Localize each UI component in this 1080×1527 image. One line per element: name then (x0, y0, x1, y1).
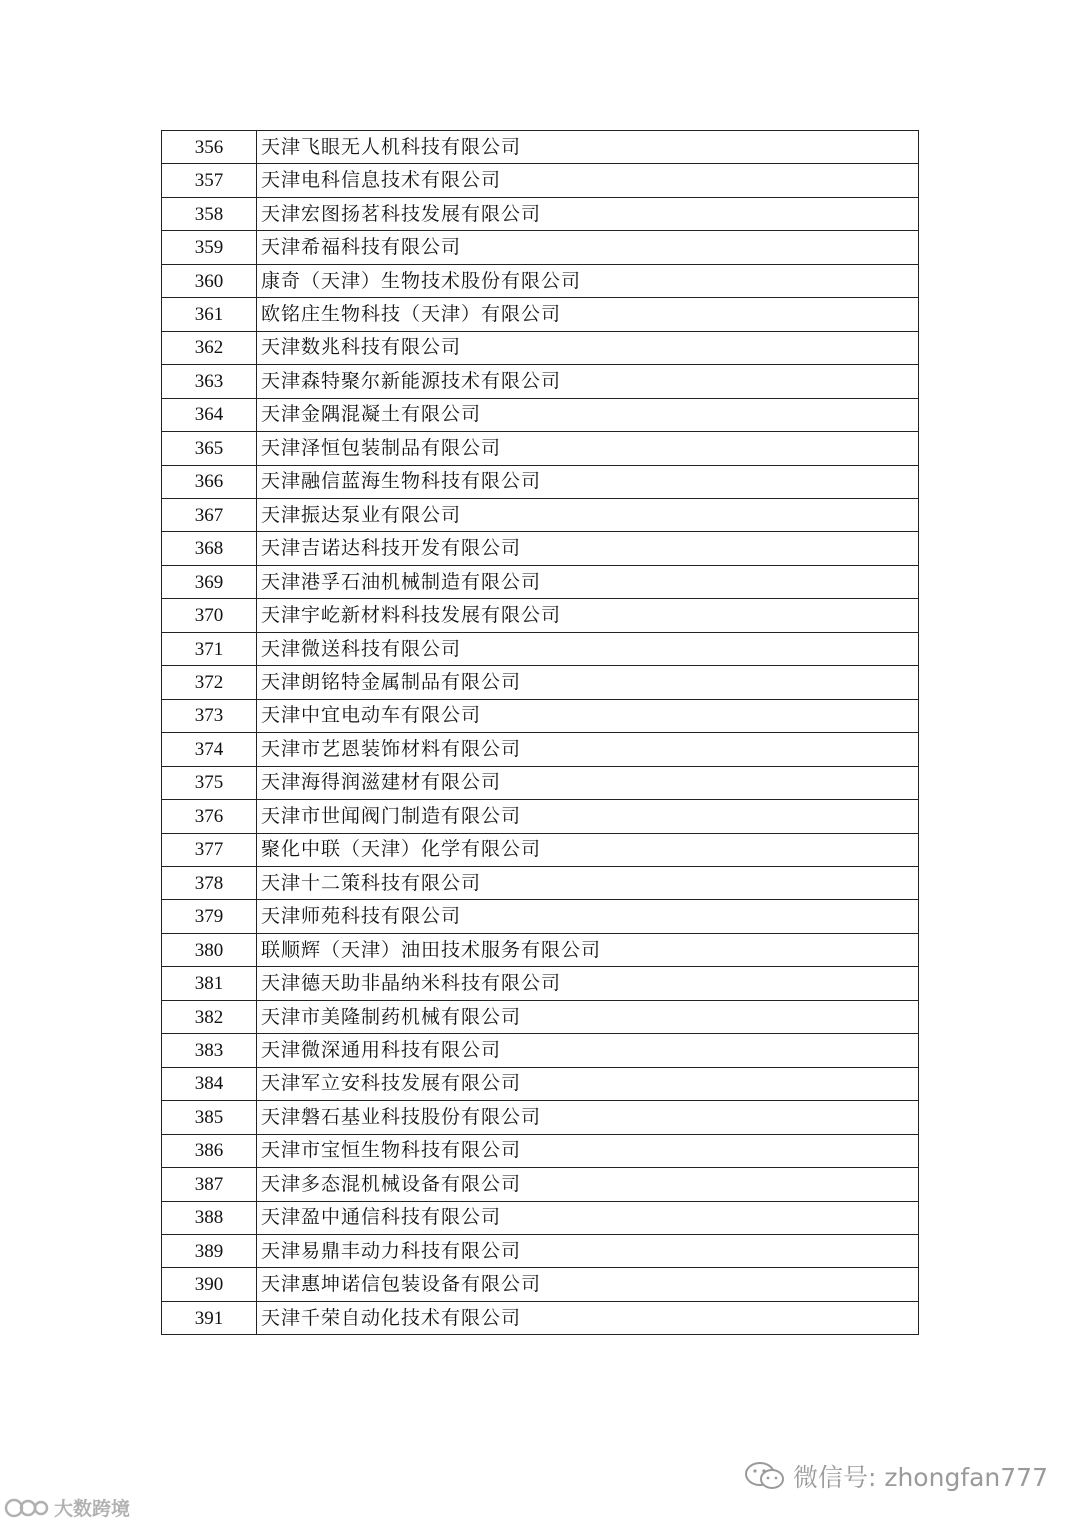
row-number: 362 (162, 331, 257, 364)
row-number: 361 (162, 298, 257, 331)
company-name: 天津泽恒包装制品有限公司 (257, 432, 919, 465)
table-row (162, 131, 919, 164)
wechat-watermark (743, 1458, 1048, 1494)
company-name: 康奇（天津）生物技术股份有限公司 (257, 264, 919, 297)
row-number: 389 (162, 1234, 257, 1267)
table-row (162, 733, 919, 766)
row-number: 388 (162, 1201, 257, 1234)
company-name: 天津微送科技有限公司 (257, 632, 919, 665)
company-name: 天津希福科技有限公司 (257, 231, 919, 264)
table-row (162, 1101, 919, 1134)
row-number: 390 (162, 1268, 257, 1301)
row-number: 372 (162, 666, 257, 699)
company-name: 天津师苑科技有限公司 (257, 900, 919, 933)
wechat-icon (743, 1460, 787, 1492)
row-number: 381 (162, 967, 257, 1000)
company-name: 天津市世闻阀门制造有限公司 (257, 800, 919, 833)
row-number: 380 (162, 933, 257, 966)
company-name: 天津十二策科技有限公司 (257, 866, 919, 899)
row-number: 363 (162, 365, 257, 398)
company-name: 联顺辉（天津）油田技术服务有限公司 (257, 933, 919, 966)
row-number: 365 (162, 432, 257, 465)
row-number: 366 (162, 465, 257, 498)
table-row (162, 498, 919, 531)
brand-name-text: 大数跨境 (54, 1498, 131, 1520)
row-number: 357 (162, 164, 257, 197)
row-number: 371 (162, 632, 257, 665)
company-name: 天津金隅混凝土有限公司 (257, 398, 919, 431)
row-number: 368 (162, 532, 257, 565)
company-list-table (161, 130, 919, 1335)
row-number: 364 (162, 398, 257, 431)
table-row (162, 1134, 919, 1167)
company-name: 天津宏图扬茗科技发展有限公司 (257, 197, 919, 230)
company-name: 天津吉诺达科技开发有限公司 (257, 532, 919, 565)
row-number: 391 (162, 1301, 257, 1334)
table-row (162, 298, 919, 331)
row-number: 376 (162, 800, 257, 833)
company-name: 天津盈中通信科技有限公司 (257, 1201, 919, 1234)
table-row (162, 833, 919, 866)
company-name: 天津惠坤诺信包装设备有限公司 (257, 1268, 919, 1301)
row-number: 377 (162, 833, 257, 866)
table-row (162, 1168, 919, 1201)
table-row (162, 933, 919, 966)
company-name: 天津飞眼无人机科技有限公司 (257, 131, 919, 164)
table-row (162, 1234, 919, 1267)
brand-logo-icon (4, 1496, 50, 1520)
company-name: 天津多态混机械设备有限公司 (257, 1168, 919, 1201)
row-number: 358 (162, 197, 257, 230)
table-row (162, 632, 919, 665)
company-name: 聚化中联（天津）化学有限公司 (257, 833, 919, 866)
row-number: 382 (162, 1000, 257, 1033)
row-number: 360 (162, 264, 257, 297)
table-row (162, 1000, 919, 1033)
company-name: 欧铭庄生物科技（天津）有限公司 (257, 298, 919, 331)
table-row (162, 398, 919, 431)
table-row (162, 599, 919, 632)
row-number: 375 (162, 766, 257, 799)
company-name: 天津易鼎丰动力科技有限公司 (257, 1234, 919, 1267)
company-name: 天津磐石基业科技股份有限公司 (257, 1101, 919, 1134)
row-number: 386 (162, 1134, 257, 1167)
company-name: 天津振达泵业有限公司 (257, 498, 919, 531)
company-name: 天津融信蓝海生物科技有限公司 (257, 465, 919, 498)
table-row (162, 1034, 919, 1067)
company-name: 天津市艺恩装饰材料有限公司 (257, 733, 919, 766)
row-number: 373 (162, 699, 257, 732)
table-row (162, 1301, 919, 1334)
wechat-id-text: 微信号: zhongfan777 (792, 1463, 1048, 1492)
company-name: 天津中宜电动车有限公司 (257, 699, 919, 732)
table-row (162, 331, 919, 364)
table-row (162, 967, 919, 1000)
table-row (162, 565, 919, 598)
table-row (162, 900, 919, 933)
row-number: 387 (162, 1168, 257, 1201)
table-row (162, 432, 919, 465)
company-name: 天津千荣自动化技术有限公司 (257, 1301, 919, 1334)
table-row (162, 1067, 919, 1100)
row-number: 385 (162, 1101, 257, 1134)
company-name: 天津军立安科技发展有限公司 (257, 1067, 919, 1100)
company-name: 天津电科信息技术有限公司 (257, 164, 919, 197)
table-row (162, 264, 919, 297)
row-number: 378 (162, 866, 257, 899)
row-number: 383 (162, 1034, 257, 1067)
table-row (162, 532, 919, 565)
company-list-body (162, 131, 919, 1335)
table-row (162, 766, 919, 799)
row-number: 379 (162, 900, 257, 933)
row-number: 367 (162, 498, 257, 531)
table-row (162, 365, 919, 398)
row-number: 384 (162, 1067, 257, 1100)
table-row (162, 1268, 919, 1301)
table-row (162, 164, 919, 197)
company-name: 天津市宝恒生物科技有限公司 (257, 1134, 919, 1167)
footer-brand (4, 1494, 130, 1521)
company-name: 天津港孚石油机械制造有限公司 (257, 565, 919, 598)
row-number: 369 (162, 565, 257, 598)
company-name: 天津宇屹新材料科技发展有限公司 (257, 599, 919, 632)
company-name: 天津市美隆制药机械有限公司 (257, 1000, 919, 1033)
company-name: 天津森特聚尔新能源技术有限公司 (257, 365, 919, 398)
table-row (162, 197, 919, 230)
company-name: 天津海得润滋建材有限公司 (257, 766, 919, 799)
company-name: 天津德天助非晶纳米科技有限公司 (257, 967, 919, 1000)
table-row (162, 465, 919, 498)
table-row (162, 1201, 919, 1234)
company-name: 天津微深通用科技有限公司 (257, 1034, 919, 1067)
table-row (162, 666, 919, 699)
row-number: 370 (162, 599, 257, 632)
table-row (162, 231, 919, 264)
company-name: 天津数兆科技有限公司 (257, 331, 919, 364)
table-row (162, 866, 919, 899)
table-row (162, 699, 919, 732)
row-number: 356 (162, 131, 257, 164)
row-number: 359 (162, 231, 257, 264)
company-name: 天津朗铭特金属制品有限公司 (257, 666, 919, 699)
row-number: 374 (162, 733, 257, 766)
table-row (162, 800, 919, 833)
